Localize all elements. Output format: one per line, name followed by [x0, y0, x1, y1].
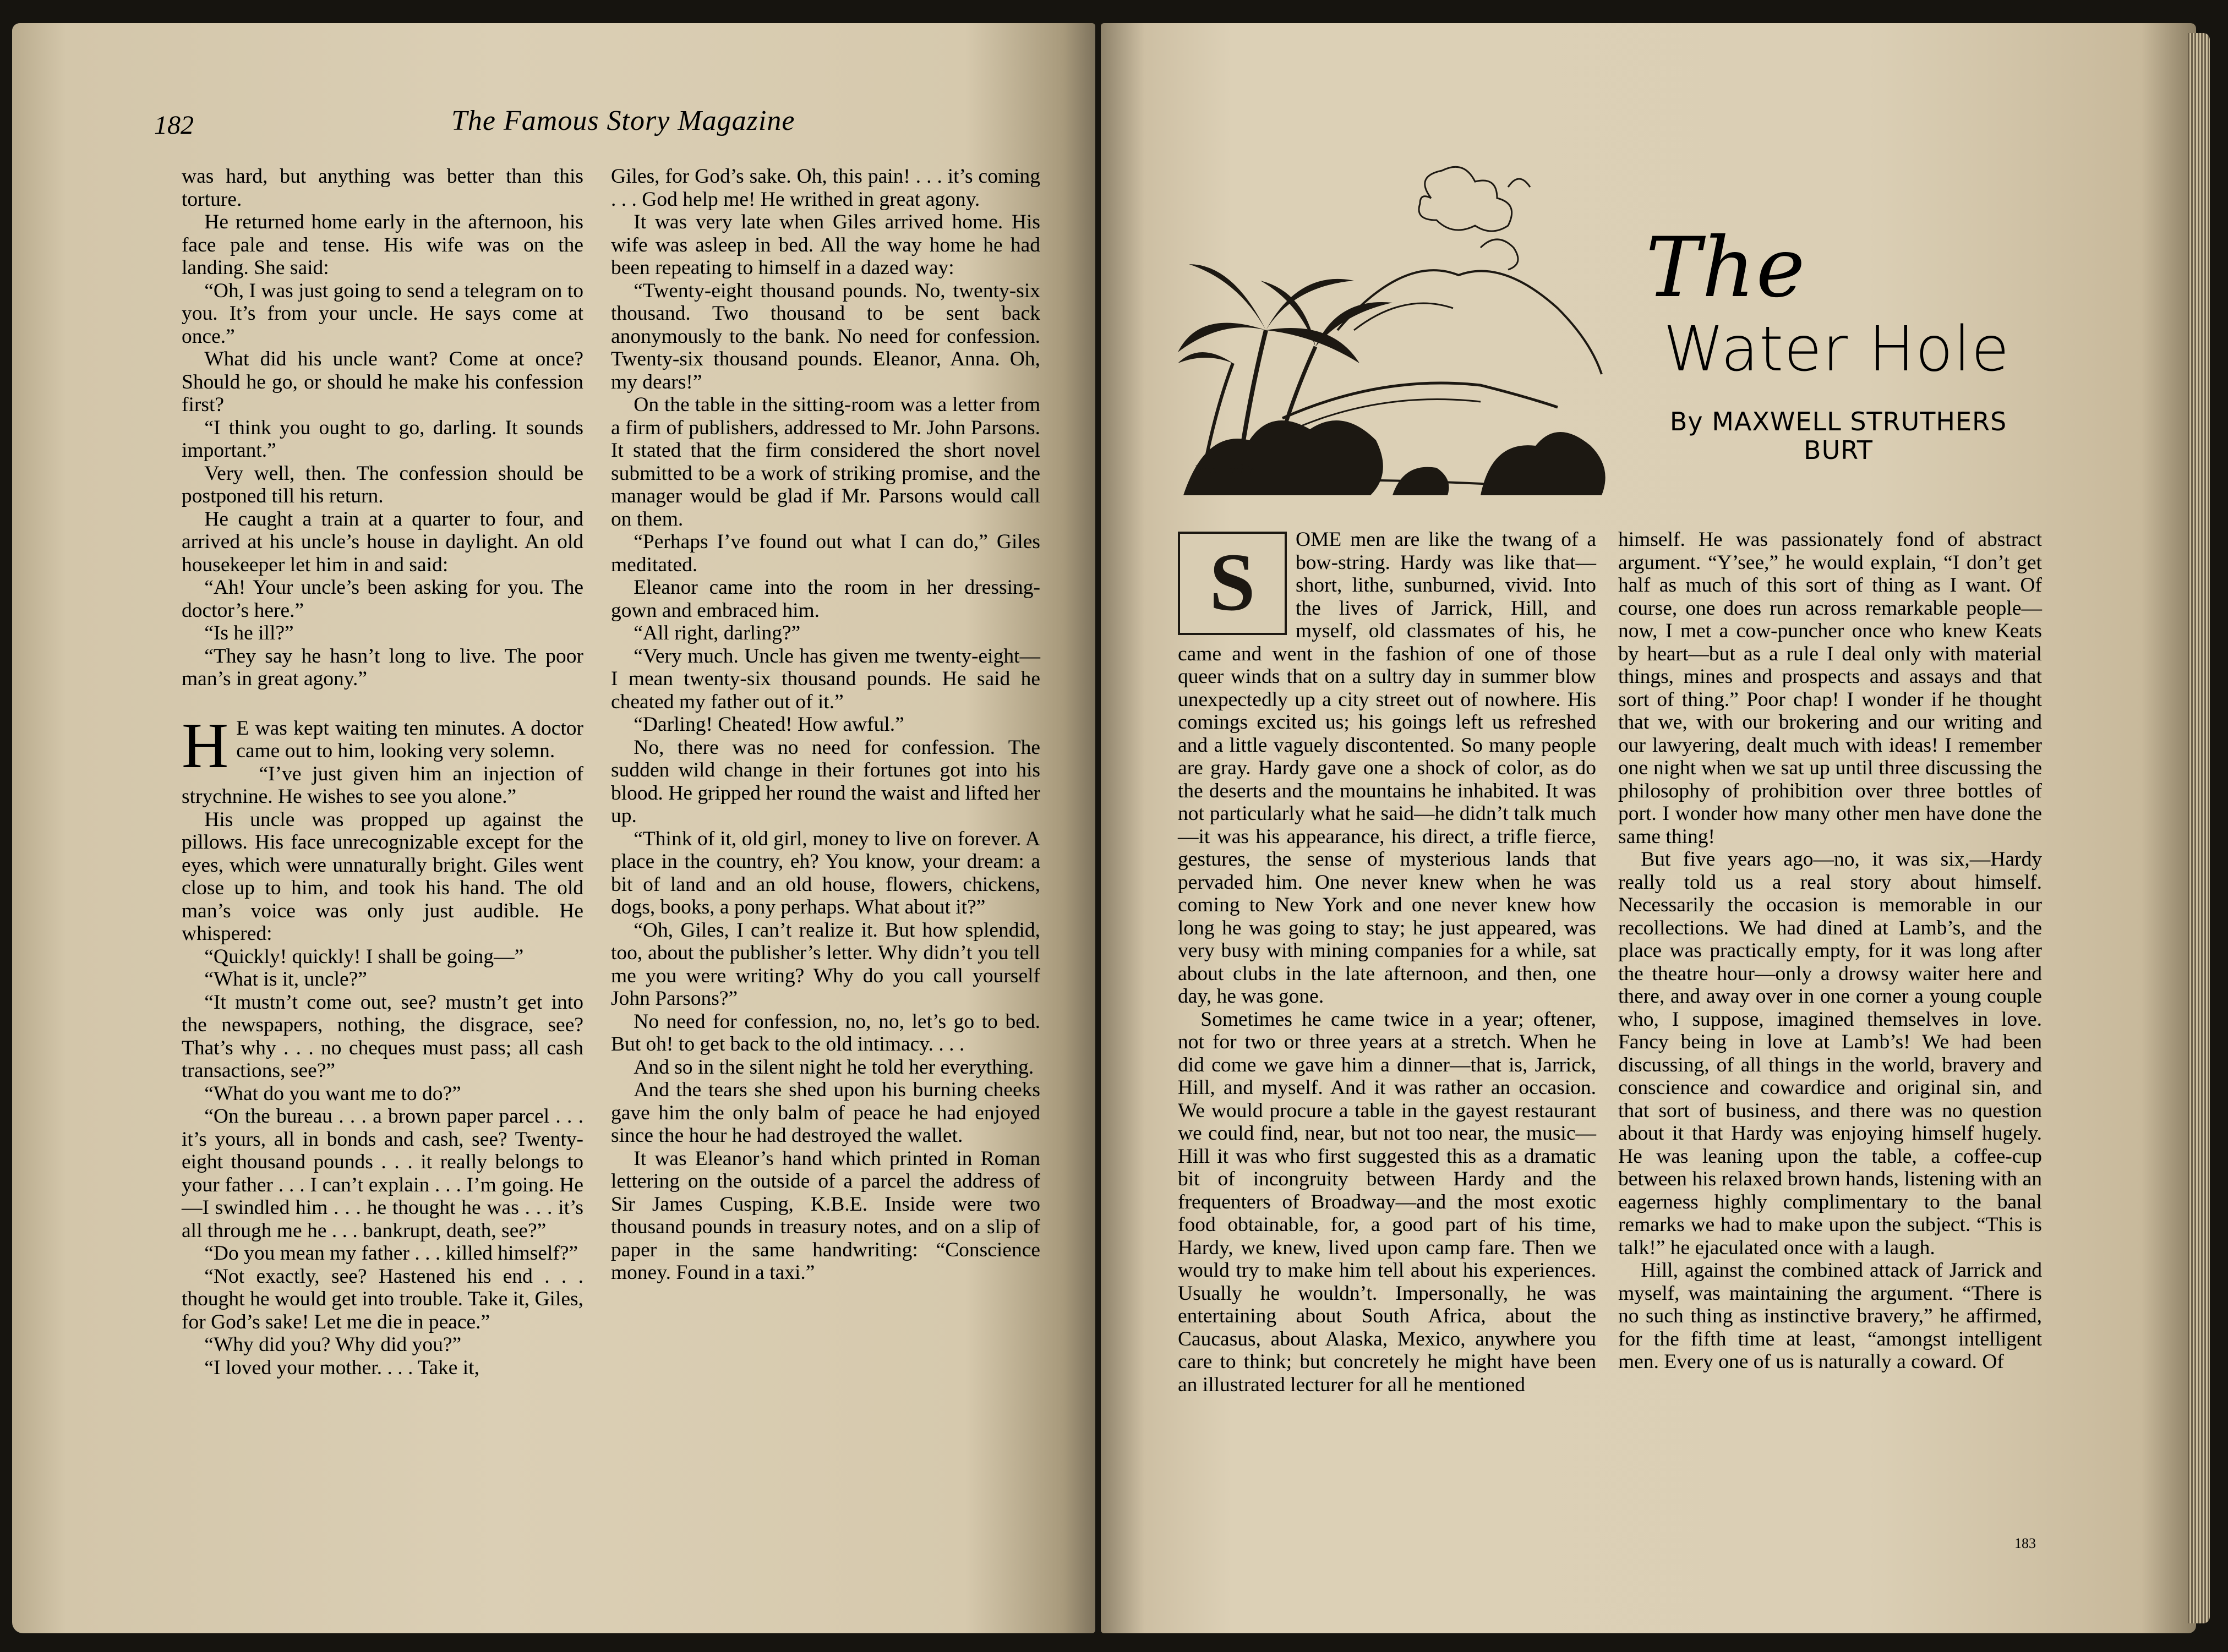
paragraph: No, there was no need for confession. The sudden wild change in their fortunes got into his blood. He gripped her round the waist and lifted her up. — [611, 736, 1040, 827]
paragraph: “Is he ill?” — [204, 622, 294, 644]
paragraph: “Perhaps I’ve found out what I can do,” Giles meditated. — [611, 530, 1040, 576]
paragraph: himself. He was passionately fond of abstract argument. “Y’see,” he would explain, “I don’t get half as much of this sort of thing as I want. Of course, one does run across remarkable people—now, I met a cow-puncher once who knew Keats by heart—but as a rule I deal only with material things, mines and prospects and assays and that sort of thing.” Poor chap! I wonder if he thought that we, with our brokering and our writing and our lawyering, dealt much with ideas! I remember one night when we sat up until three discussing the philosophy of prohibition over three bottles of port. I wonder how many other men have done the same thing! — [1618, 528, 2042, 848]
paragraph: Eleanor came into the room in her dressing-gown and embraced him. — [611, 576, 1040, 622]
byline — [1629, 407, 2047, 464]
paragraph: “What is it, uncle?” — [204, 968, 367, 991]
paragraph: “Quickly! quickly! I shall be going—” — [204, 945, 524, 968]
right-column-2 — [1618, 528, 2042, 1374]
section-break-paragraph — [182, 709, 583, 781]
paragraph: He returned home early in the afternoon, his face pale and tense. His wife was on the landing. She said: — [182, 211, 583, 279]
magazine-title: The Famous Story Magazine — [451, 105, 795, 136]
paragraph: Sometimes he came twice in a year; oftener, not for two or three years at a stretch. When he did come we gave him a dinner—that is, Jarrick, Hill, and myself. And it was rather an occasion. We would procure a table in the gayest restaurant we could find, near, but not too near, the music—Hill it was who first suggested this as a dramatic bit of incongruity between Hardy and the frequenters of Broadway—and the most exotic food obtainable, for, a good part of his time, Hardy, we knew, lived upon camp fare. Then we would try to make him tell about his experiences. Usually he wouldn’t. Impersonally, he was entertaining about South Africa, about the Caucasus, about Alaska, Mexico, anywhere you care to think; but concretely he might have been an illustrated lecturer for all he mentioned — [1178, 1008, 1596, 1396]
paragraph: What did his uncle want? Come at once? Should he go, or should he make his confession first? — [182, 348, 583, 416]
title-prefix: The — [1646, 220, 1806, 316]
paragraph: “They say he hasn’t long to live. The poor man’s in great agony.” — [182, 644, 583, 690]
story-title — [1629, 220, 2047, 396]
running-head — [154, 105, 2173, 149]
drop-cap-h: H — [182, 709, 229, 781]
paragraph: “Why did you? Why did you?” — [204, 1333, 462, 1356]
opening-paragraph — [1178, 528, 1596, 1008]
paragraph: He caught a train at a quarter to four, and arrived at his uncle’s house in daylight. An old housekeeper let him in and said: — [182, 507, 583, 576]
illuminated-initial — [1178, 532, 1287, 635]
title-main: Water Hole — [1663, 314, 2010, 385]
paragraph: “On the bureau . . . a brown paper parcel . . . it’s yours, all in bonds and cash, see? Twenty-eight thousand pounds . . . it really belongs to your father . . . I can’t explain . . . I’m going. He—I swindled him . . . he thought he was . . . it’s all through me he . . . bankrupt, death, see?” — [182, 1105, 583, 1242]
paragraph: “Not exactly, see? Hastened his end . . . thought he would get into trouble. Take it, Giles, for God’s sake! Let me die in peace.” — [182, 1265, 583, 1333]
paragraph: E was kept waiting ten minutes. A doctor came out to him, looking very solemn. — [236, 716, 583, 762]
paragraph: “Twenty-eight thousand pounds. No, twenty-six thousand. Two thousand to be sent back anonymously to the bank. No need for confession. Twenty-six thousand pounds. Eleanor, Anna. Oh, my dears!” — [611, 279, 1040, 393]
jungle-illustration — [1172, 165, 1613, 506]
paragraph: “Oh, I was just going to send a telegram on to you. It’s from your uncle. He says come at once.” — [182, 279, 583, 348]
paragraph: “I think you ought to go, darling. It sounds important.” — [182, 416, 583, 462]
left-column-2 — [611, 165, 1040, 1284]
paragraph: was hard, but anything was better than this torture. — [182, 165, 583, 211]
paragraph: But five years ago—no, it was six,—Hardy really told us a real story about himself. Necessarily the occasion is memorable in our recollections. We had dined at Lamb’s, and the place was practically empty, for it was long after the theatre hour—only a drowsy waiter here and there, and away over in one corner a young couple who, I suppose, imagined themselves in love. Fancy being in love at Lamb’s! We had been discussing, of all things in the world, bravery and conscience and cowardice and original sin, and that sort of business, and there was no question about it that Hardy was enjoying himself hugely. He was leaning upon the table, a coffee-cup between his relaxed brown hands, listening with an eagerness highly complimentary to the banal remarks we had to make upon the subject. “This is talk!” he ejaculated once with a laugh. — [1618, 848, 2042, 1259]
page-number-right: 183 — [2014, 1535, 2036, 1551]
page-number-left: 182 — [154, 111, 194, 140]
page-edges — [2188, 33, 2210, 1623]
paragraph: Hill, against the combined attack of Jarrick and myself, was maintaining the argument. “There is no such thing as instinctive bravery,” he affirmed, for the fifth time at least, “amongst intelligent men. Every one of us is naturally a coward. Of — [1618, 1259, 2042, 1373]
byline-line-1: By MAXWELL STRUTHERS — [1669, 407, 2007, 436]
paragraph: It was very late when Giles arrived home. His wife was asleep in bed. All the way home he had been repeating to himself in a dazed way: — [611, 211, 1040, 279]
paragraph: It was Eleanor’s hand which printed in Roman lettering on the outside of a parcel the address of Sir James Cusping, K.B.E. Inside were two thousand pounds in treasury notes, and on a slip of paper in the same handwriting: “Conscience money. Found in a taxi.” — [611, 1147, 1040, 1284]
paragraph: No need for confession, no, no, let’s go to bed. But oh! to get back to the old intimacy. . . . — [611, 1010, 1040, 1055]
paragraph: His uncle was propped up against the pillows. His face unrecognizable except for the eyes, which were unnaturally bright. Giles went close up to him, and took his hand. The old man’s voice was only just audible. He whispered: — [182, 808, 583, 945]
paragraph: “It mustn’t come out, see? mustn’t get into the newspapers, nothing, the disgrace, see? That’s why . . . no cheques must pass; all cash transactions, see?” — [182, 991, 583, 1082]
paragraph: “Oh, Giles, I can’t realize it. But how splendid, too, about the publisher’s letter. Why didn’t you tell me you were writing? Why do you call yourself John Parsons?” — [611, 918, 1040, 1010]
left-column-1 — [182, 165, 583, 1379]
paragraph: “I loved your mother. . . . Take it, — [204, 1356, 479, 1379]
paragraph: “Think of it, old girl, money to live on forever. A place in the country, eh? You know, your dream: a bit of land and an old house, flowers, chickens, dogs, books, a pony perhaps. What about it?” — [611, 827, 1040, 918]
byline-line-2: BURT — [1804, 435, 1873, 465]
paragraph: Giles, for God’s sake. Oh, this pain! . . . it’s coming . . . God help me! He writhed in great agony. — [611, 165, 1040, 211]
paragraph: Very well, then. The confession should be postponed till his return. — [182, 462, 583, 507]
paragraph: “What do you want me to do?” — [204, 1082, 461, 1105]
paragraph: “I’ve just given him an injection of strychnine. He wishes to see you alone.” — [182, 762, 583, 808]
paragraph: “Do you mean my father . . . killed himself?” — [204, 1242, 578, 1265]
paragraph: And the tears she shed upon his burning cheeks gave him the only balm of peace he had enjoyed since the hour he had destroyed the wallet. — [611, 1079, 1040, 1147]
drop-cap-s: S — [1209, 537, 1255, 628]
paragraph: “All right, darling?” — [634, 622, 801, 644]
paragraph: And so in the silent night he told her everything. — [634, 1055, 1034, 1079]
paragraph: “Darling! Cheated! How awful.” — [634, 713, 904, 736]
paragraph: OME men are like the twang of a bow-string. Hardy was like that—short, lithe, sunburned, vivid. Into the lives of Jarrick, Hill, and myself, old classmates of his, he came and went in the fashion of one of those queer winds that on a sultry day in summer blow unexpectedly up a city street out of nowhere. His comings excited us; his goings left us refreshed and a little vaguely discontented. So many people are gray. Hardy gave one a shock of color, as do the deserts and the mountains he inhabited. It was not particularly what he said—he didn’t talk much—it was his appearance, his direct, a trifle fierce, gestures, the sense of mysterious lands that pervaded him. One never knew when he was coming to New York and one never knew how long he was going to stay; he just appeared, was very busy with mining companies for a while, sat about clubs in the late afternoon, and then, one day, he was gone. — [1178, 528, 1596, 1008]
paragraph: “Ah! Your uncle’s been asking for you. The doctor’s here.” — [182, 576, 583, 622]
paragraph: On the table in the sitting-room was a letter from a firm of publishers, addressed to Mr. John Parsons. It stated that the firm considered the short novel submitted to be a work of striking promise, and the manager would be glad if Mr. Parsons would call on them. — [611, 393, 1040, 530]
artist-signature: Irma Corbin — [1194, 462, 1255, 476]
paragraph: “Very much. Uncle has given me twenty-eight—I mean twenty-six thousand pounds. He said he cheated my father out of it.” — [611, 644, 1040, 713]
right-column-1 — [1178, 528, 1596, 1396]
